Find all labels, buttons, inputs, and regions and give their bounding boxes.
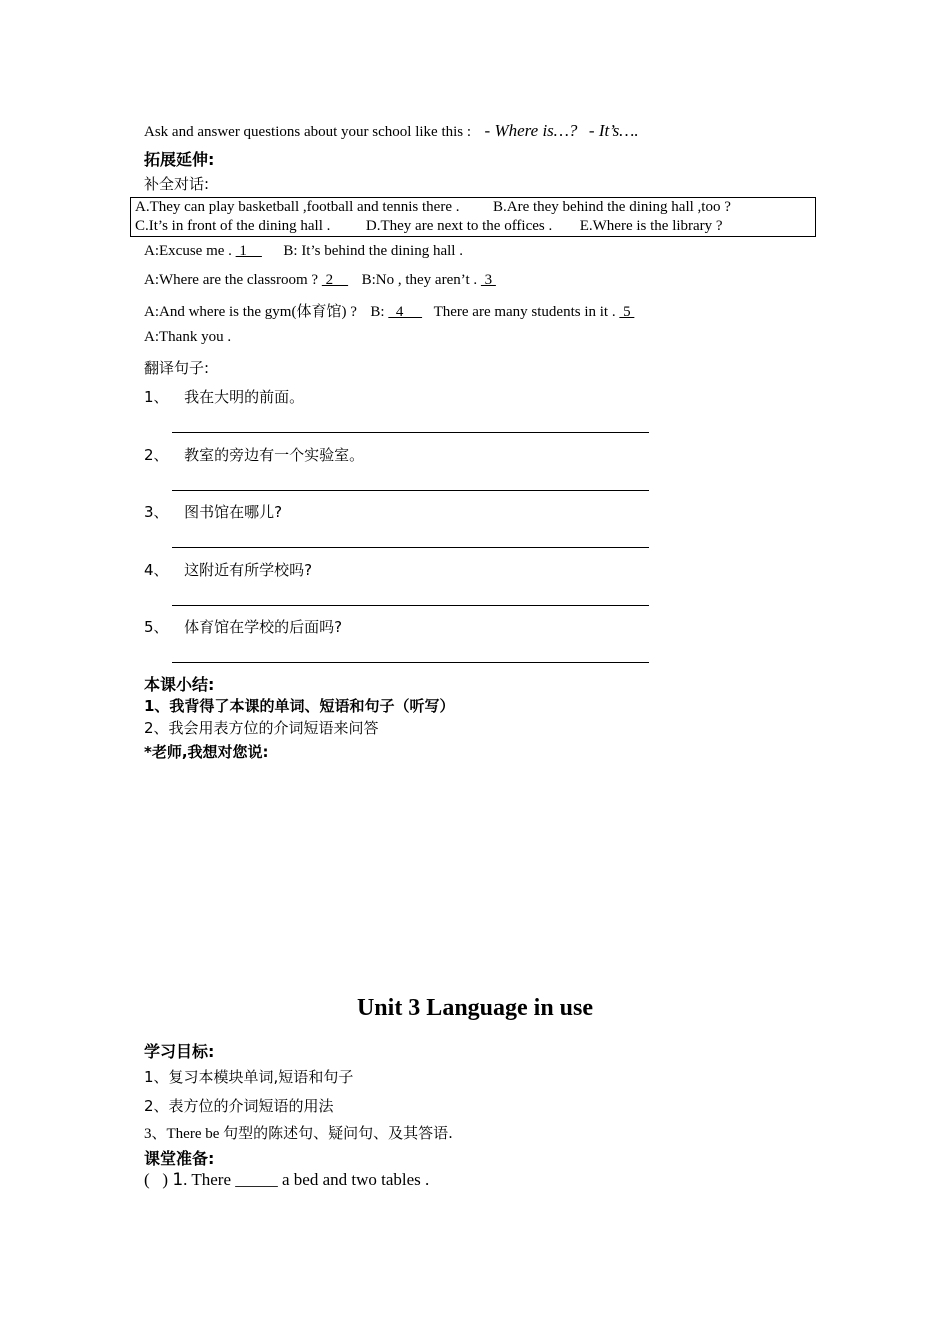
goal-3-prefix: 3、There be — [144, 1126, 220, 1142]
options-row-1 — [135, 199, 731, 216]
dialogue-3-c: There are many students in it . — [433, 304, 616, 320]
translation-num: 3、 — [144, 503, 169, 521]
dialogue-1-a: A:Excuse me . — [144, 243, 232, 259]
translation-item-1 — [144, 386, 304, 407]
translation-num: 5、 — [144, 618, 169, 636]
prep-heading: 课堂准备: — [144, 1149, 215, 1168]
goal-3 — [144, 1122, 453, 1143]
translation-num: 4、 — [144, 561, 169, 579]
goal-2: 2、表方位的介词短语的用法 — [144, 1097, 334, 1115]
question-number: 1 — [172, 1170, 184, 1190]
answer-line-4[interactable] — [172, 605, 649, 606]
intro-pattern-its: - It’s…. — [588, 121, 639, 140]
translation-text: 图书馆在哪儿? — [184, 503, 283, 521]
answer-line-3[interactable] — [172, 547, 649, 548]
translation-text: 这附近有所学校吗? — [184, 561, 313, 579]
dialogue-2-b: B:No , they aren’t . — [361, 272, 478, 288]
blank-1[interactable]: 1 — [235, 243, 262, 259]
blank-5[interactable]: 5 — [619, 304, 635, 320]
options-box — [130, 197, 816, 237]
intro-line — [144, 121, 639, 141]
dialogue-2-a: A:Where are the classroom ? — [144, 272, 319, 288]
blank-2[interactable]: 2 — [321, 272, 349, 288]
translation-text: 体育馆在学校的后面吗? — [184, 618, 343, 636]
summary-item-2: 2、我会用表方位的介词短语来问答 — [144, 719, 379, 737]
option-b: B.Are they behind the dining hall ,too ? — [492, 199, 731, 215]
dialogue-line-4: A:Thank you . — [144, 329, 232, 345]
unit-title: Unit 3 Language in use — [356, 995, 594, 1021]
option-d: D.They are next to the offices . — [365, 218, 553, 234]
question-1 — [144, 1170, 429, 1190]
option-c: C.It’s in front of the dining hall . — [135, 218, 331, 234]
extension-heading: 拓展延伸: — [144, 150, 215, 169]
summary-item-1: 1、我背得了本课的单词、短语和句子（听写） — [144, 697, 455, 715]
translation-num: 1、 — [144, 388, 169, 406]
dialogue-line-2 — [144, 272, 496, 289]
translation-text: 教室的旁边有一个实验室。 — [184, 446, 365, 464]
option-e: E.Where is the library ? — [579, 218, 723, 234]
dialogue-line-3 — [144, 300, 634, 321]
extension-instruction: 补全对话: — [144, 175, 210, 193]
translation-item-3 — [144, 501, 282, 522]
translation-item-2 — [144, 444, 364, 465]
blank-4[interactable]: 4 — [388, 304, 423, 320]
goal-1: 1、复习本模块单词,短语和句子 — [144, 1068, 354, 1086]
dialogue-line-1 — [144, 243, 463, 260]
translation-item-5 — [144, 616, 342, 637]
translation-item-4 — [144, 559, 312, 580]
translation-text: 我在大明的前面。 — [184, 388, 305, 406]
option-a: A.They can play basketball ,football and tennis there . — [135, 199, 460, 215]
goals-heading: 学习目标: — [144, 1042, 215, 1061]
answer-line-2[interactable] — [172, 490, 649, 491]
question-text: . There _____ a bed and two tables . — [183, 1170, 430, 1189]
goal-3-rest: 句型的陈述句、疑问句、及其答语. — [223, 1124, 453, 1142]
translation-num: 2、 — [144, 446, 169, 464]
summary-heading: 本课小结: — [144, 675, 215, 694]
answer-line-1[interactable] — [172, 432, 649, 433]
options-row-2 — [135, 218, 723, 235]
intro-text: Ask and answer questions about your school like this : — [144, 124, 472, 140]
intro-pattern-where: - Where is…? — [484, 121, 578, 140]
dialogue-1-b: B: It’s behind the dining hall . — [283, 243, 463, 259]
answer-paren[interactable]: ( ) — [144, 1170, 169, 1189]
dialogue-3-a: A:And where is the gym(体育馆) ? — [144, 304, 357, 320]
blank-3[interactable]: 3 — [480, 272, 496, 288]
dialogue-3-b: B: — [370, 304, 385, 320]
teacher-note: *老师,我想对您说: — [144, 743, 269, 761]
translation-heading: 翻译句子: — [144, 359, 210, 377]
answer-line-5[interactable] — [172, 662, 649, 663]
